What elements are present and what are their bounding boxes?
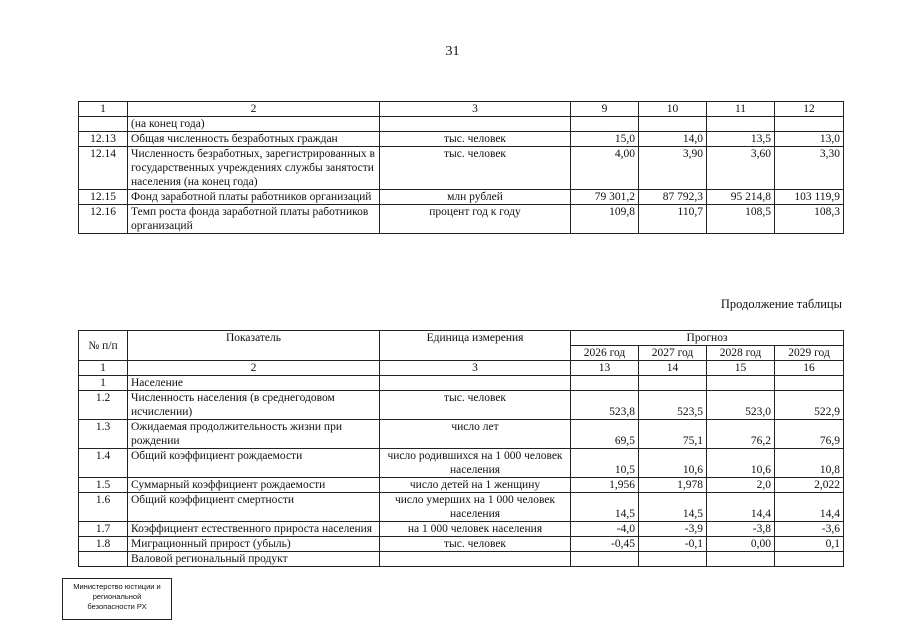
row-indicator: Фонд заработной платы работников организаций bbox=[128, 190, 380, 205]
table-row bbox=[79, 391, 844, 420]
row-id: 1.2 bbox=[79, 391, 128, 420]
row-indicator: Общая численность безработных граждан bbox=[128, 132, 380, 147]
ministry-stamp bbox=[62, 578, 172, 620]
row-value: 1,978 bbox=[639, 478, 707, 493]
stamp-line: Министерство юстиции и региональной bbox=[73, 582, 161, 601]
head-indicator: Показатель bbox=[128, 331, 380, 361]
row-indicator: Численность населения (в среднегодовом исчислении) bbox=[128, 391, 380, 420]
row-unit: млн рублей bbox=[380, 190, 571, 205]
row-id: 12.15 bbox=[79, 190, 128, 205]
row-indicator: Население bbox=[128, 376, 380, 391]
year-header: 2027 год bbox=[639, 346, 707, 361]
col-number: 12 bbox=[775, 102, 844, 117]
row-indicator: Общий коэффициент смертности bbox=[128, 493, 380, 522]
col-number: 15 bbox=[707, 361, 775, 376]
row-unit bbox=[380, 117, 571, 132]
col-number: 2 bbox=[128, 361, 380, 376]
row-value bbox=[707, 117, 775, 132]
row-value bbox=[571, 117, 639, 132]
row-value: -3,8 bbox=[707, 522, 775, 537]
row-value bbox=[775, 376, 844, 391]
row-id: 1 bbox=[79, 376, 128, 391]
col-number: 3 bbox=[380, 102, 571, 117]
col-number: 9 bbox=[571, 102, 639, 117]
table-row bbox=[79, 522, 844, 537]
table-row bbox=[79, 420, 844, 449]
table-row bbox=[79, 147, 844, 190]
row-value: 14,0 bbox=[639, 132, 707, 147]
row-value: 10,8 bbox=[775, 449, 844, 478]
row-value: 87 792,3 bbox=[639, 190, 707, 205]
row-indicator: Темп роста фонда заработной платы работников организаций bbox=[128, 205, 380, 234]
row-indicator: Валовой региональный продукт bbox=[128, 552, 380, 567]
row-id: 12.14 bbox=[79, 147, 128, 190]
row-value: 13,5 bbox=[707, 132, 775, 147]
row-value: 4,00 bbox=[571, 147, 639, 190]
row-value: 79 301,2 bbox=[571, 190, 639, 205]
row-value: 103 119,9 bbox=[775, 190, 844, 205]
row-indicator: (на конец года) bbox=[128, 117, 380, 132]
row-value: 109,8 bbox=[571, 205, 639, 234]
row-value: 523,8 bbox=[571, 391, 639, 420]
row-unit: число детей на 1 женщину bbox=[380, 478, 571, 493]
row-id: 1.8 bbox=[79, 537, 128, 552]
row-unit: на 1 000 человек населения bbox=[380, 522, 571, 537]
table-row bbox=[79, 493, 844, 522]
continuation-label: Продолжение таблицы bbox=[720, 297, 842, 311]
row-id: 1.4 bbox=[79, 449, 128, 478]
row-id: 1.6 bbox=[79, 493, 128, 522]
row-value: 13,0 bbox=[775, 132, 844, 147]
row-value: 14,5 bbox=[571, 493, 639, 522]
table-row bbox=[79, 552, 844, 567]
head-number: № п/п bbox=[79, 331, 128, 361]
table-row bbox=[79, 449, 844, 478]
row-value: 523,0 bbox=[707, 391, 775, 420]
row-value: 14,5 bbox=[639, 493, 707, 522]
row-unit: тыс. человек bbox=[380, 391, 571, 420]
row-value: 110,7 bbox=[639, 205, 707, 234]
row-value: 3,30 bbox=[775, 147, 844, 190]
row-value: 108,5 bbox=[707, 205, 775, 234]
col-number: 2 bbox=[128, 102, 380, 117]
row-value: 1,956 bbox=[571, 478, 639, 493]
col-number: 16 bbox=[775, 361, 844, 376]
col-number: 13 bbox=[571, 361, 639, 376]
row-unit: процент год к году bbox=[380, 205, 571, 234]
row-id: 1.5 bbox=[79, 478, 128, 493]
row-value: -0,1 bbox=[639, 537, 707, 552]
table-row bbox=[79, 132, 844, 147]
stamp-line: безопасности РХ bbox=[87, 602, 147, 611]
col-number: 14 bbox=[639, 361, 707, 376]
row-value: 0,00 bbox=[707, 537, 775, 552]
row-value: -0,45 bbox=[571, 537, 639, 552]
row-value: 3,60 bbox=[707, 147, 775, 190]
row-value bbox=[571, 552, 639, 567]
row-value bbox=[639, 117, 707, 132]
row-unit bbox=[380, 552, 571, 567]
row-value bbox=[571, 376, 639, 391]
table-row bbox=[79, 537, 844, 552]
row-value: 15,0 bbox=[571, 132, 639, 147]
row-value bbox=[707, 552, 775, 567]
col-number: 1 bbox=[79, 361, 128, 376]
row-indicator: Миграционный прирост (убыль) bbox=[128, 537, 380, 552]
row-value: 95 214,8 bbox=[707, 190, 775, 205]
row-indicator: Численность безработных, зарегистрированных в государственных учреждениях службы занятости населения (на конец года) bbox=[128, 147, 380, 190]
row-value bbox=[775, 117, 844, 132]
page-number: 31 bbox=[445, 44, 460, 59]
col-number: 1 bbox=[79, 102, 128, 117]
row-id: 1.7 bbox=[79, 522, 128, 537]
row-unit: число лет bbox=[380, 420, 571, 449]
row-id: 12.16 bbox=[79, 205, 128, 234]
col-number: 3 bbox=[380, 361, 571, 376]
row-value: 3,90 bbox=[639, 147, 707, 190]
table-row bbox=[79, 117, 844, 132]
row-unit: тыс. человек bbox=[380, 132, 571, 147]
head-unit: Единица измерения bbox=[380, 331, 571, 361]
row-value: 0,1 bbox=[775, 537, 844, 552]
row-id bbox=[79, 117, 128, 132]
row-value: 76,9 bbox=[775, 420, 844, 449]
table-row bbox=[79, 478, 844, 493]
row-value: 14,4 bbox=[775, 493, 844, 522]
table-top-header bbox=[79, 102, 844, 117]
year-header: 2028 год bbox=[707, 346, 775, 361]
table-top bbox=[78, 101, 844, 234]
row-value: 10,6 bbox=[639, 449, 707, 478]
table-row bbox=[79, 376, 844, 391]
head-forecast: Прогноз bbox=[571, 331, 844, 346]
row-unit: число умерших на 1 000 человек населения bbox=[380, 493, 571, 522]
row-indicator: Ожидаемая продолжительность жизни при рождении bbox=[128, 420, 380, 449]
row-value: 76,2 bbox=[707, 420, 775, 449]
row-value: 75,1 bbox=[639, 420, 707, 449]
year-header: 2026 год bbox=[571, 346, 639, 361]
row-id bbox=[79, 552, 128, 567]
year-header: 2029 год bbox=[775, 346, 844, 361]
row-unit: тыс. человек bbox=[380, 537, 571, 552]
row-value: 523,5 bbox=[639, 391, 707, 420]
row-indicator: Суммарный коэффициент рождаемости bbox=[128, 478, 380, 493]
table-bottom bbox=[78, 330, 844, 567]
row-value: 522,9 bbox=[775, 391, 844, 420]
row-value: -4,0 bbox=[571, 522, 639, 537]
table-row bbox=[79, 190, 844, 205]
row-value: -3,6 bbox=[775, 522, 844, 537]
row-unit: число родившихся на 1 000 человек населения bbox=[380, 449, 571, 478]
row-indicator: Коэффициент естественного прироста населения bbox=[128, 522, 380, 537]
table-bottom-header bbox=[79, 331, 844, 346]
row-value bbox=[775, 552, 844, 567]
row-id: 1.3 bbox=[79, 420, 128, 449]
row-value: 108,3 bbox=[775, 205, 844, 234]
col-number: 10 bbox=[639, 102, 707, 117]
row-value: 2,022 bbox=[775, 478, 844, 493]
row-unit bbox=[380, 376, 571, 391]
row-id: 12.13 bbox=[79, 132, 128, 147]
row-value bbox=[707, 376, 775, 391]
row-value: -3,9 bbox=[639, 522, 707, 537]
row-value: 69,5 bbox=[571, 420, 639, 449]
row-value: 10,6 bbox=[707, 449, 775, 478]
column-numbers-row bbox=[79, 361, 844, 376]
row-unit: тыс. человек bbox=[380, 147, 571, 190]
row-value: 2,0 bbox=[707, 478, 775, 493]
table-row bbox=[79, 205, 844, 234]
row-value bbox=[639, 376, 707, 391]
row-indicator: Общий коэффициент рождаемости bbox=[128, 449, 380, 478]
row-value bbox=[639, 552, 707, 567]
col-number: 11 bbox=[707, 102, 775, 117]
row-value: 14,4 bbox=[707, 493, 775, 522]
row-value: 10,5 bbox=[571, 449, 639, 478]
